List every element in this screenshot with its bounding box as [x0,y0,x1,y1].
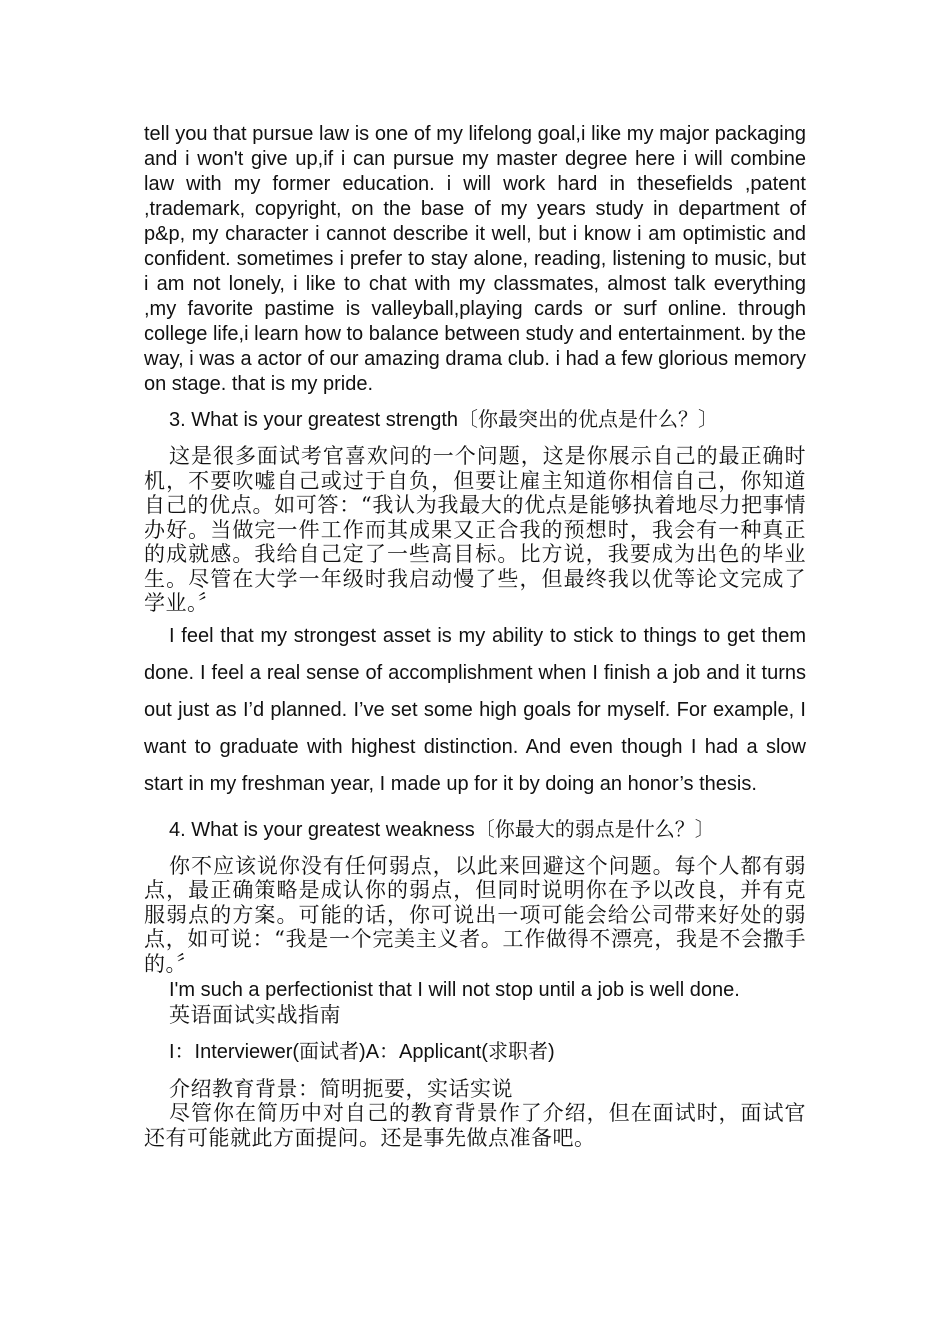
question-3-chinese-answer: 这是很多面试考官喜欢问的一个问题，这是你展示自己的最正确时机，不要吹嘘自己或过于自负，但要让雇主知道你相信自己，你知道自己的优点。如可答：“我认为我最大的优点是能够执着地尽力把事情办好。当做完一件工作而其成果又正合我的预想时，我会有一种真正的成就感。我给自己定了一些高目标。比方说，我要成为出色的毕业生。尽管在大学一年级时我启动慢了些，但最终我以优等论文完成了学业。〞 [144,444,806,615]
education-paragraph: 尽管你在简历中对自己的教育背景作了介绍，但在面试时，面试官还有可能就此方面提问。还是事先做点准备吧。 [144,1101,806,1150]
education-heading: 介绍教育背景：简明扼要，实话实说 [169,1076,513,1101]
roles-line: I：Interviewer(面试者)A：Applicant(求职者) [169,1040,555,1063]
question-4-chinese-answer: 你不应该说你没有任何弱点，以此来回避这个问题。每个人都有弱点，最正确策略是成认你的弱点，但同时说明你在予以改良，并有克服弱点的方案。可能的话，你可说出一项可能会给公司带来好处的弱点，如可说：“我是一个完美主义者。工作做得不漂亮，我是不会撒手的。〞 [144,853,806,976]
question-3-english-answer: I feel that my strongest asset is my ability to stick to things to get them done. I feel a real sense of accomplishment when I finish a job and it turns out just as I’d planned. I’ve set some high goals for myself. For example, I want to graduate with highest distinction. And even though I had a slow start in my freshman year, I made up for it by doing an honor’s thesis. [144,624,806,795]
question-4-heading-en: 4. What is your greatest weakness [169,818,475,841]
document-page [144,122,806,1150]
question-4-english-answer: I'm such a perfectionist that I will not stop until a job is well done. [169,979,740,1001]
question-4-heading-cn: 〔你最大的弱点是什么？〕 [474,816,715,841]
guide-title: 英语面试实战指南 [169,1003,341,1027]
question-3-heading-en: 3. What is your greatest strength [169,409,459,431]
question-4-heading [144,815,806,844]
question-3-heading-cn: 〔你最突出的优点是什么？〕 [458,407,719,431]
intro-paragraph: tell you that pursue law is one of my lifelong goal,i like my major packaging and i won't give up,if i can pursue my master degree here i will combine law with my former education. i will work hard in thesefields ,patent ,trademark, copyright, on the base of my years study in department of p&p, my character i cannot describe it well, but i know i am optimistic and confident. sometimes i prefer to stay alone, reading, listening to music, but i am not lonely, i like to chat with my classmates, almost talk everything ,my favorite pastime is valleyball,playing cards or surf online. through college life,i learn how to balance between study and entertainment. by the way, i was a actor of our amazing drama club. i had a few glorious memory on stage. that is my pride. [144,123,806,395]
question-3-heading [144,405,806,434]
